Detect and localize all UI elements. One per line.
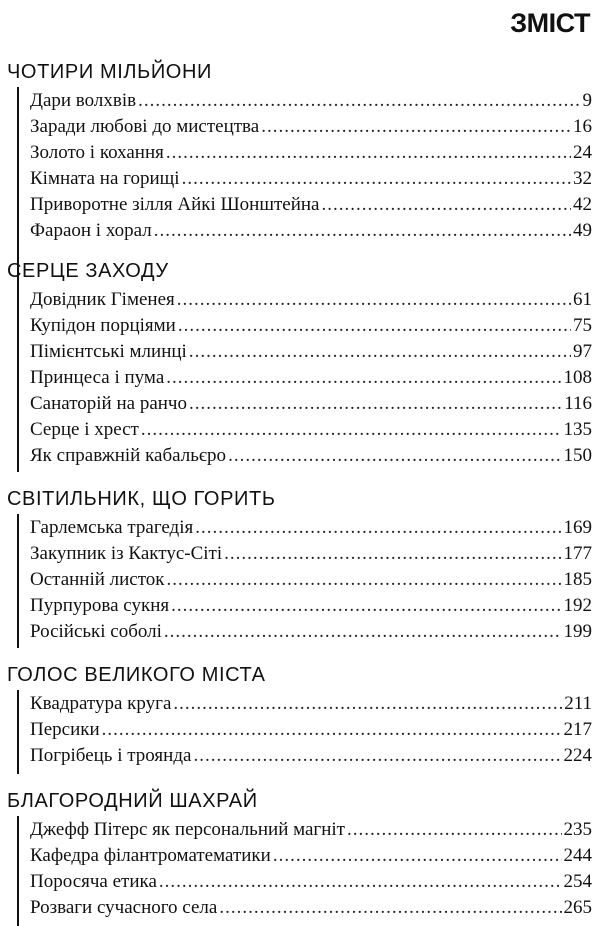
toc-entry-title: Кафедра філантроматематики bbox=[30, 845, 271, 866]
toc-entry-title: Персики bbox=[30, 719, 100, 740]
dot-leader bbox=[261, 115, 571, 139]
toc-entry[interactable] bbox=[30, 896, 592, 920]
dot-leader bbox=[171, 594, 561, 618]
section-title: ЧОТИРИ МІЛЬЙОНИ bbox=[7, 61, 212, 83]
dot-leader bbox=[273, 844, 562, 868]
toc-entry[interactable] bbox=[30, 870, 592, 894]
toc-entry[interactable] bbox=[30, 692, 592, 716]
toc-entry-page: 16 bbox=[573, 116, 592, 137]
toc-entry[interactable] bbox=[30, 89, 592, 113]
section-title: СВІТИЛЬНИК, ЩО ГОРИТЬ bbox=[7, 488, 276, 510]
toc-entry[interactable] bbox=[30, 288, 592, 312]
toc-entry-title: Фараон і хорал bbox=[30, 220, 152, 241]
toc-entry[interactable] bbox=[30, 818, 592, 842]
toc-entry-title: Купідон порціями bbox=[30, 315, 176, 336]
toc-entry[interactable] bbox=[30, 542, 592, 566]
toc-entry-title: Квадратура круга bbox=[30, 693, 172, 714]
toc-entry[interactable] bbox=[30, 167, 592, 191]
dot-leader bbox=[347, 818, 562, 842]
section-rule bbox=[17, 690, 19, 774]
toc-entry[interactable] bbox=[30, 366, 592, 390]
toc-entry[interactable] bbox=[30, 844, 592, 868]
toc-entry-title: Російські соболі bbox=[30, 621, 162, 642]
toc-entry-page: 224 bbox=[563, 745, 592, 766]
toc-entry[interactable] bbox=[30, 392, 592, 416]
section-rule bbox=[17, 286, 19, 472]
toc-entry-page: 32 bbox=[573, 168, 592, 189]
toc-entry[interactable] bbox=[30, 744, 592, 768]
section-title: СЕРЦЕ ЗАХОДУ bbox=[7, 260, 169, 282]
toc-entry-page: 49 bbox=[573, 220, 592, 241]
dot-leader bbox=[141, 418, 562, 442]
toc-entry-page: 108 bbox=[563, 367, 592, 388]
toc-entry-page: 217 bbox=[563, 719, 592, 740]
dot-leader bbox=[189, 340, 571, 364]
toc-entry[interactable] bbox=[30, 568, 592, 592]
toc-entry-title: Останній листок bbox=[30, 569, 165, 590]
toc-entry-title: Золото і кохання bbox=[30, 142, 164, 163]
toc-entry-page: 177 bbox=[563, 543, 592, 564]
toc-entry-title: Довідник Гіменея bbox=[30, 289, 175, 310]
toc-entry-page: 9 bbox=[582, 90, 592, 111]
toc-entry[interactable] bbox=[30, 516, 592, 540]
dot-leader bbox=[228, 444, 561, 468]
toc-entry[interactable] bbox=[30, 418, 592, 442]
toc-entry-title: Як справжній кабальєро bbox=[30, 445, 227, 466]
dot-leader bbox=[138, 89, 580, 113]
toc-entry[interactable] bbox=[30, 219, 592, 243]
toc-entry-page: 42 bbox=[573, 194, 592, 215]
toc-entry-page: 150 bbox=[563, 445, 592, 466]
toc-entry-title: Гарлемська трагедія bbox=[30, 517, 194, 538]
toc-entry-title: Джефф Пітерс як персональний магніт bbox=[30, 819, 345, 840]
toc-entry-page: 254 bbox=[563, 871, 592, 892]
section-rule bbox=[17, 514, 19, 648]
toc-entry-title: Розваги сучасного села bbox=[30, 897, 218, 918]
dot-leader bbox=[224, 542, 561, 566]
dot-leader bbox=[195, 516, 561, 540]
toc-entry-page: 211 bbox=[564, 693, 592, 714]
dot-leader bbox=[322, 193, 572, 217]
dot-leader bbox=[193, 744, 561, 768]
dot-leader bbox=[219, 896, 561, 920]
dot-leader bbox=[167, 568, 562, 592]
toc-entry[interactable] bbox=[30, 115, 592, 139]
toc-entry-page: 97 bbox=[573, 341, 592, 362]
toc-entry-title: Пімієнтські млинці bbox=[30, 341, 187, 362]
toc-entry-title: Серце і хрест bbox=[30, 419, 139, 440]
dot-leader bbox=[154, 219, 571, 243]
toc-entry[interactable] bbox=[30, 141, 592, 165]
toc-entry-title: Принцеса і пума bbox=[30, 367, 165, 388]
toc-entry-title: Санаторій на ранчо bbox=[30, 393, 187, 414]
toc-entry-page: 75 bbox=[573, 315, 592, 336]
toc-entry-page: 169 bbox=[563, 517, 592, 538]
dot-leader bbox=[182, 167, 571, 191]
dot-leader bbox=[173, 692, 562, 716]
toc-entry-title: Погрібець і троянда bbox=[30, 745, 192, 766]
toc-entry-title: Пурпурова сукня bbox=[30, 595, 170, 616]
dot-leader bbox=[177, 288, 571, 312]
toc-entry[interactable] bbox=[30, 594, 592, 618]
toc-entry-title: Приворотне зілля Айкі Шонштейна bbox=[30, 194, 320, 215]
section-title: БЛАГОРОДНИЙ ШАХРАЙ bbox=[7, 790, 258, 812]
page-title: ЗМІСТ bbox=[510, 8, 590, 38]
toc-entry-page: 244 bbox=[563, 845, 592, 866]
dot-leader bbox=[102, 718, 562, 742]
toc-entry-page: 116 bbox=[564, 393, 592, 414]
toc-entry[interactable] bbox=[30, 620, 592, 644]
toc-entry-page: 235 bbox=[563, 819, 592, 840]
toc-entry-page: 61 bbox=[573, 289, 592, 310]
toc-entry-title: Кімната на горищі bbox=[30, 168, 180, 189]
toc-entry[interactable] bbox=[30, 340, 592, 364]
section-title: ГОЛОС ВЕЛИКОГО МІСТА bbox=[7, 664, 266, 686]
toc-entry[interactable] bbox=[30, 314, 592, 338]
dot-leader bbox=[159, 870, 562, 894]
toc-entry-page: 185 bbox=[563, 569, 592, 590]
section-rule bbox=[17, 816, 19, 926]
toc-entry[interactable] bbox=[30, 193, 592, 217]
toc-entry-page: 192 bbox=[563, 595, 592, 616]
toc-entry-title: Поросяча етика bbox=[30, 871, 157, 892]
dot-leader bbox=[189, 392, 562, 416]
toc-entry-title: Дари волхвів bbox=[30, 90, 137, 111]
toc-entry-title: Заради любові до мистецтва bbox=[30, 116, 260, 137]
dot-leader bbox=[164, 620, 562, 644]
toc-entry[interactable] bbox=[30, 444, 592, 468]
toc-entry-page: 24 bbox=[573, 142, 592, 163]
toc-entry-page: 265 bbox=[563, 897, 592, 918]
dot-leader bbox=[166, 141, 571, 165]
dot-leader bbox=[178, 314, 571, 338]
toc-entry-title: Закупник із Кактус-Сіті bbox=[30, 543, 223, 564]
dot-leader bbox=[166, 366, 561, 390]
toc-entry[interactable] bbox=[30, 718, 592, 742]
toc-entry-page: 199 bbox=[563, 621, 592, 642]
toc-entry-page: 135 bbox=[563, 419, 592, 440]
